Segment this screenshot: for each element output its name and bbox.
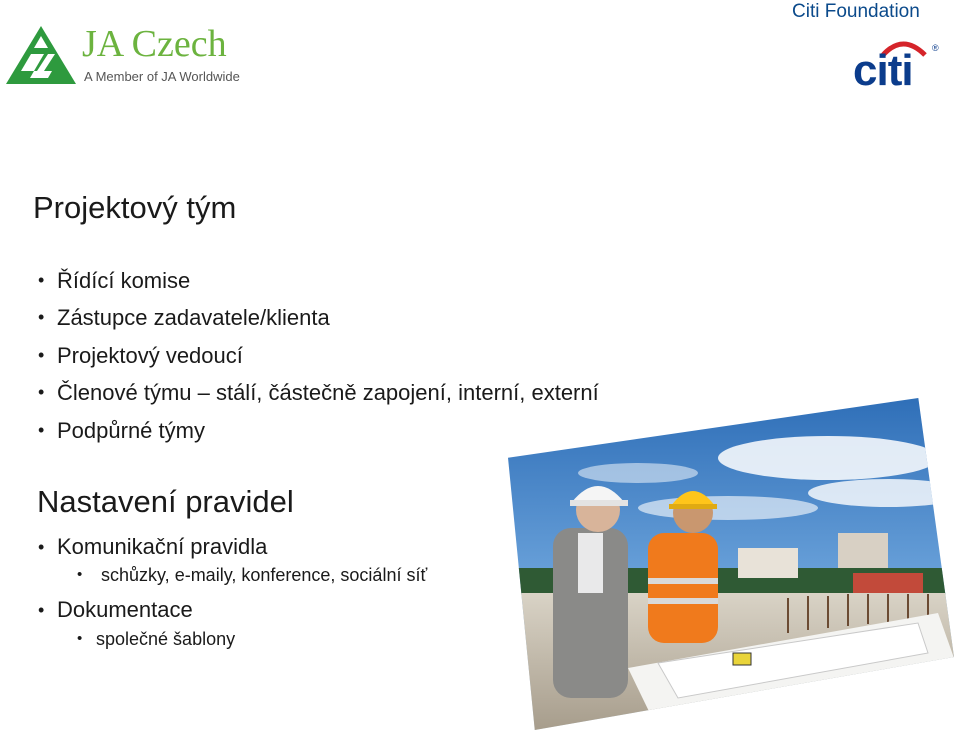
ja-name: JA Czech	[82, 23, 227, 65]
team-list	[38, 262, 599, 449]
section-title-nastaveni-pravidel: Nastavení pravidel	[37, 484, 294, 519]
citi-wordmark: citi	[853, 46, 913, 95]
citi-foundation-label: Citi Foundation	[792, 1, 920, 22]
list-item: • Podpůrné týmy	[38, 412, 599, 449]
citi-registered-mark: ®	[932, 43, 939, 53]
ja-czech-logo	[4, 20, 244, 86]
list-item: • Členové týmu – stálí, částečně zapojení, interní, externí	[38, 374, 599, 411]
ja-triangle-icon	[4, 24, 78, 86]
list-item: • Dokumentace	[38, 596, 193, 624]
section-title-projektovy-tym: Projektový tým	[33, 190, 237, 225]
docs-list	[38, 596, 193, 624]
list-subitem: • schůzky, e-maily, konference, sociální síť	[77, 563, 427, 587]
list-item: • Projektový vedoucí	[38, 337, 599, 374]
list-item: • Komunikační pravidla	[38, 533, 267, 561]
ja-tagline: A Member of JA Worldwide	[84, 69, 240, 84]
list-subitem: • společné šablony	[77, 627, 235, 651]
list-item: • Zástupce zadavatele/klienta	[38, 299, 599, 336]
docs-sublist	[77, 627, 235, 651]
citi-logo	[853, 35, 941, 95]
list-item: • Řídící komise	[38, 262, 599, 299]
rules-list	[38, 533, 267, 561]
rules-sublist	[77, 563, 427, 587]
